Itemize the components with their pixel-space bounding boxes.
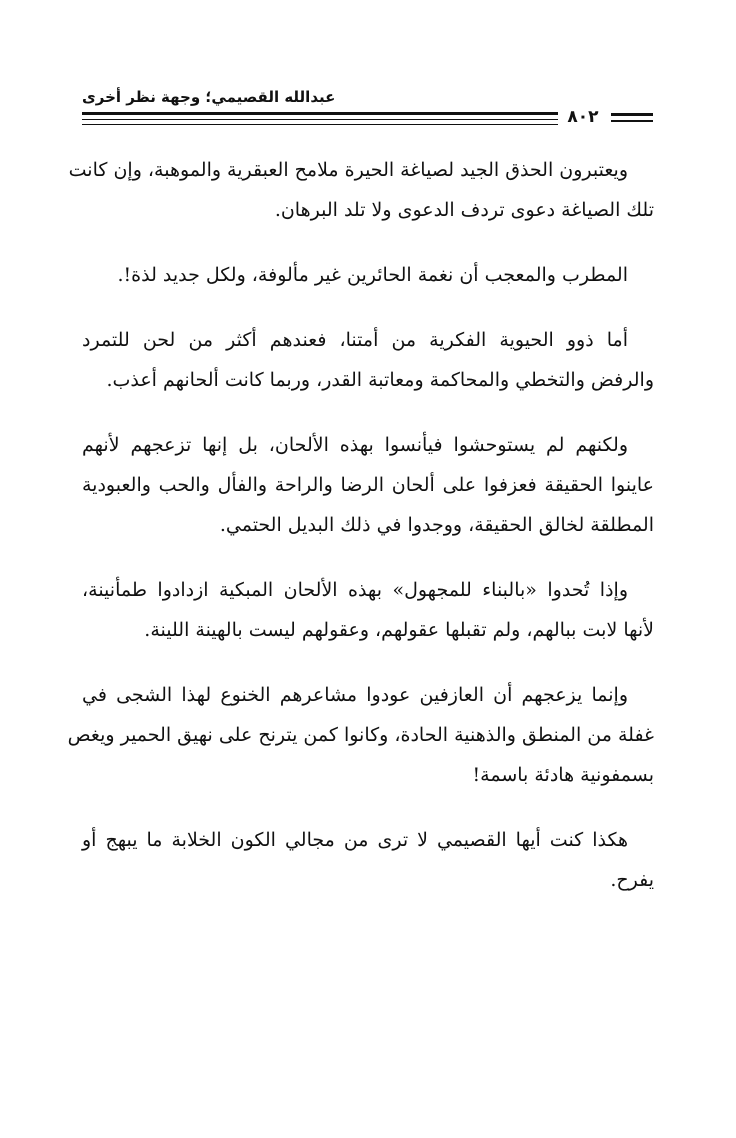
page-number: ٨٠٢: [567, 107, 599, 127]
text-line: لأنها لابت ببالهم، ولم تقبلها عقولهم، وعقولهم ليست بالهينة اللينة.: [144, 619, 654, 641]
paragraph: [82, 425, 654, 545]
page-number-rule-top: [611, 113, 653, 116]
text-line: عاينوا الحقيقة فعزفوا على ألحان الرضا والراحة والفأل والحب والعبودية: [82, 474, 654, 496]
text-line: وإنما يزعجهم أن العازفين عودوا مشاعرهم الخنوع لهذا الشجى في: [82, 684, 628, 706]
paragraph: [82, 255, 654, 295]
text-line: المطلقة لخالق الحقيقة، ووجدوا في ذلك البديل الحتمي.: [219, 514, 654, 536]
text-line: يفرح.: [610, 869, 654, 891]
text-line: وإذا تُحدوا «بالبناء للمجهول» بهذه الألحان المبكية ازدادوا طمأنينة،: [82, 579, 628, 601]
text-line: تلك الصياغة دعوى تردف الدعوى ولا تلد البرهان.: [274, 199, 654, 221]
text-line: ويعتبرون الحذق الجيد لصياغة الحيرة ملامح العبقرية والموهبة، وإن كانت: [68, 159, 628, 181]
paragraph: [82, 570, 654, 650]
running-head-title: عبدالله القصيمي؛ وجهة نظر أخرى: [82, 88, 336, 106]
text-line: المطرب والمعجب أن نغمة الحائرين غير مألوفة، ولكل جديد لذة!.: [117, 264, 628, 286]
paragraph: [82, 320, 654, 400]
text-line: أما ذوو الحيوية الفكرية من أمتنا، فعندهم أكثر من لحن للتمرد: [82, 329, 628, 351]
paragraph: [82, 820, 654, 900]
text-line: هكذا كنت أيها القصيمي لا ترى من مجالي الكون الخلابة ما يبهج أو: [82, 829, 628, 851]
text-line: غفلة من المنطق والذهنية الحادة، وكانوا كمن يترنح على نهيق الحمير ويغص: [67, 724, 654, 746]
body-text: [67, 150, 654, 900]
header-rule-thin-2: [82, 124, 558, 125]
paragraph: [67, 675, 654, 795]
paragraph: [68, 150, 654, 230]
text-line: بسمفونية هادئة باسمة!: [472, 764, 654, 786]
text-line: والرفض والتخطي والمحاكمة ومعاتبة القدر، وربما كانت ألحانهم أعذب.: [106, 369, 654, 391]
text-line: ولكنهم لم يستوحشوا فيأنسوا بهذه الألحان، بل إنها تزعجهم لأنهم: [82, 434, 628, 456]
page-number-rule-bottom: [611, 120, 653, 122]
header-rule-thin: [82, 119, 558, 120]
header-rule-thick: [82, 112, 558, 115]
